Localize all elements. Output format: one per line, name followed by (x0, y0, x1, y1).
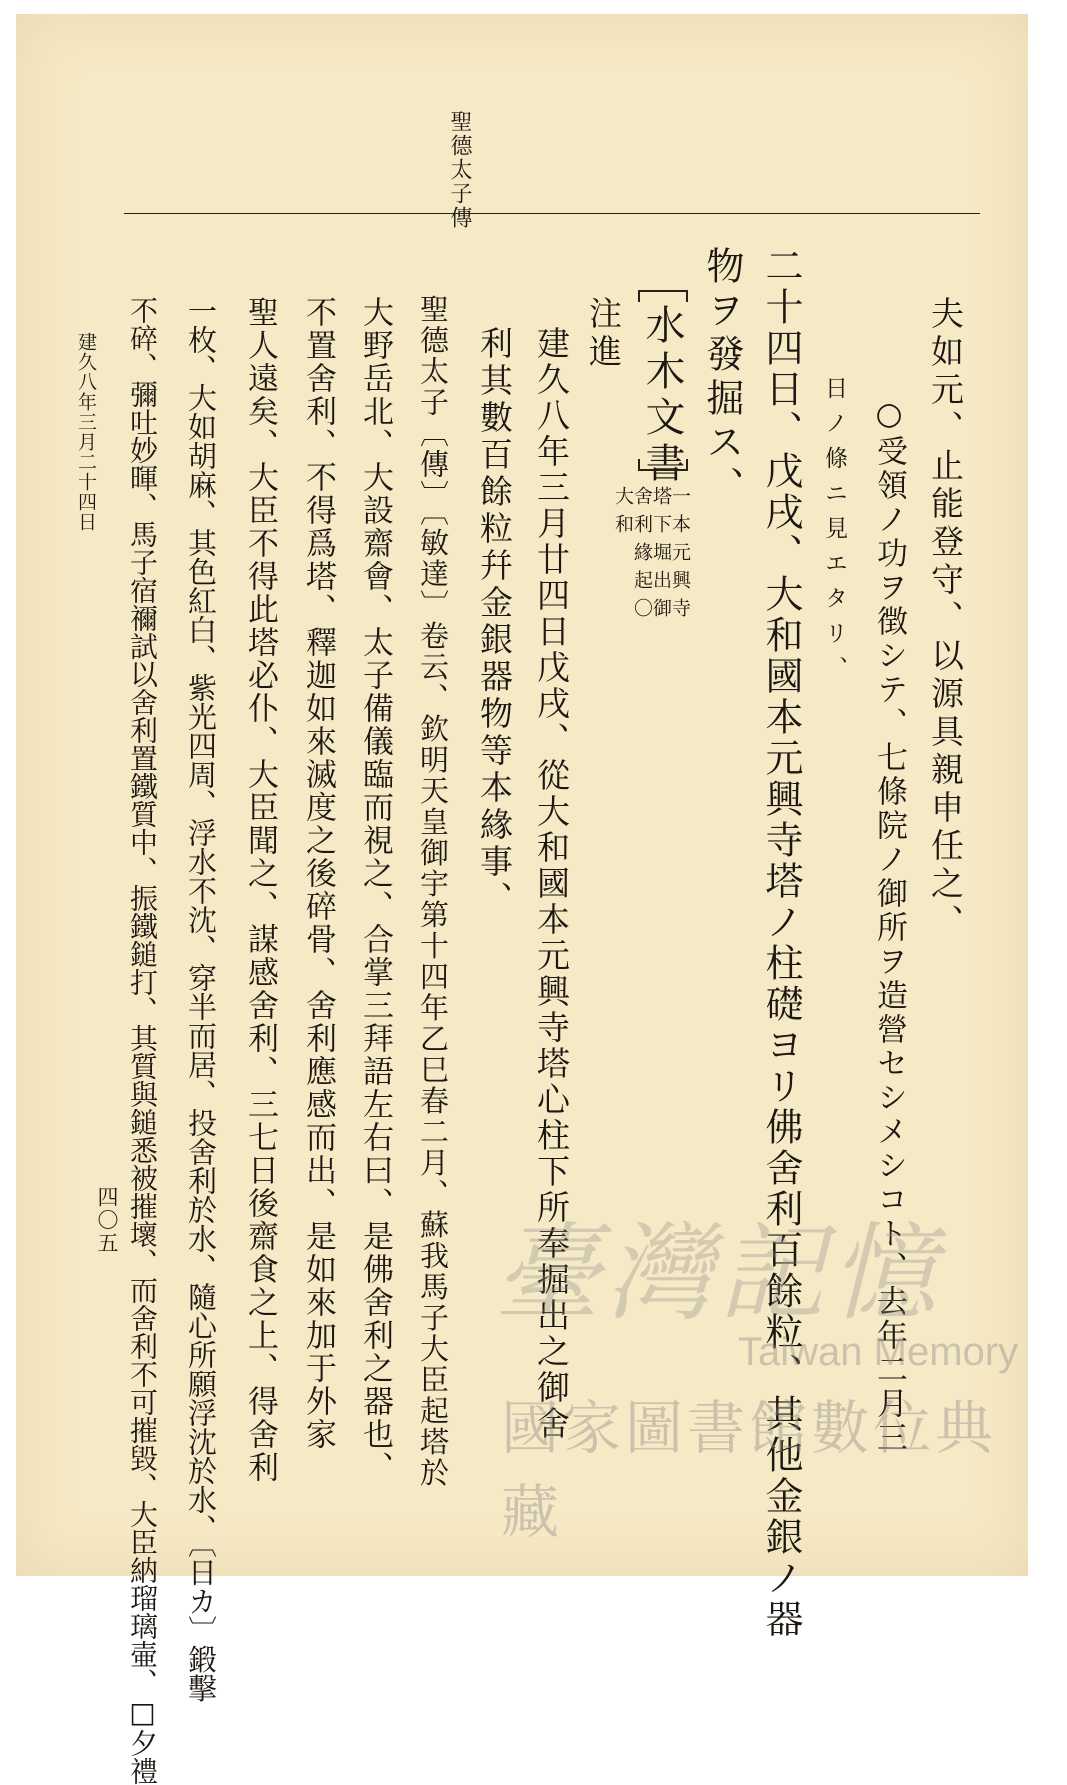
watermark-english: Taiwan Memory (738, 1330, 1019, 1374)
running-header: 聖德太子傳 (447, 110, 472, 230)
text-column-12: 不置舍利、不得爲塔、釋迦如來滅度之後碎骨、舍利應感而出、是如來加于外家 (300, 296, 336, 1451)
document-note: 一本元興寺塔下堀出御舍利緣起〇大和 (612, 486, 691, 626)
title-bracket-top (638, 290, 688, 302)
text-column-5: 物ヲ發掘ス、 (700, 246, 744, 510)
watermark-calligraphy: 臺灣記憶 (494, 1212, 942, 1335)
text-column-2: ○受領ノ功ヲ徴シテ、七條院ノ御所ヲ造營セシメシコト、去年二月三 (871, 396, 907, 1455)
text-column-1: 夫如元、止能登守、以源具親申任之、 (926, 296, 965, 942)
text-column-15: 不碎、彌吐妙暉、馬子宿禰試以舍利置鐵質中、振鐵鎚打、其質與鎚悉被摧壞、而舍利不可摧毀、大臣納瑠璃壷、□夕禮 (126, 296, 159, 1785)
text-column-11: 大野岳北、大設齋會、太子備儀臨而視之、合掌三拜語左右曰、是佛舍利之器也、 (357, 296, 393, 1484)
document-title: 水木文書 (639, 304, 685, 488)
text-column-14: 一枚、大如胡麻、其色紅白、紫光四周、浮水不沈、穿半而居、投舍利於水、隨心所願浮沈於水、〔日カ〕鍛擊 (184, 296, 218, 1703)
text-column-13: 聖人遠矣、大臣不得此塔必仆、大臣聞之、謀感舍利、三七日後齋食之上、得舍利 (242, 296, 278, 1484)
text-column-4: 二十四日、戊戌、大和國本元興寺塔ノ柱礎ヨリ佛舍利百餘粒、其他金銀ノ器 (759, 246, 803, 1640)
book-page (16, 14, 1028, 1785)
page-number: 四〇五 (95, 1186, 119, 1255)
text-column-7: 注進 (584, 296, 623, 372)
title-bracket-bottom (638, 459, 688, 471)
watermark-library: 國家圖書館數位典藏 (501, 1394, 998, 1546)
text-column-9: 利其數百餘粒幷金銀器物等本緣事、 (475, 326, 514, 918)
text-column-8: 建久八年三月廿四日戊戌、從大和國本元興寺塔心柱下所奉掘出之御舍 (532, 326, 571, 1442)
footer-date: 建久八年三月二十四日 (75, 332, 97, 532)
text-column-3: 日ノ條ニ見エタリ、 (821, 376, 847, 691)
text-column-10: 聖德太子〔傳〕〔敏達〕卷云、欽明天皇御宇第十四年乙巳春二月、蘇我馬子大臣起塔於 (416, 294, 450, 1489)
header-rule (124, 213, 980, 214)
